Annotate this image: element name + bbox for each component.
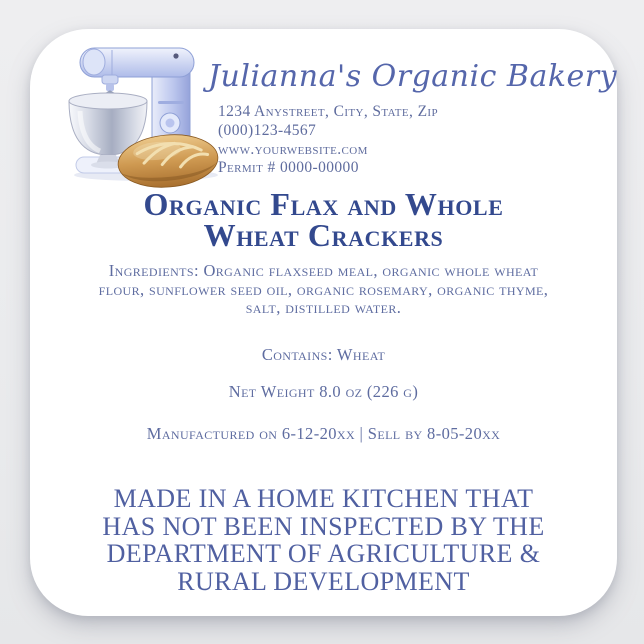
brand-name: Julianna's Organic Bakery <box>208 59 618 94</box>
phone-line: (000)123-4567 <box>218 121 317 139</box>
disclaimer-line: DEPARTMENT OF AGRICULTURE & <box>106 539 541 568</box>
product-title-line: Organic Flax and Whole <box>143 186 504 222</box>
net-weight: Net Weight 8.0 oz (226 g) <box>228 382 419 401</box>
mixer-head-cap <box>83 49 105 75</box>
ingredients-statement <box>30 262 617 318</box>
mixer-vent <box>158 101 184 104</box>
address-line: 1234 Anystreet, City, State, Zip <box>218 103 439 120</box>
ingredients-line: salt, distilled water. <box>245 298 402 318</box>
cottage-food-disclaimer <box>30 485 617 595</box>
disclaimer-line: HAS NOT BEEN INSPECTED BY THE <box>102 511 545 541</box>
ingredients-line: flour, sunflower seed oil, organic rosemary, organic thyme, <box>98 279 549 299</box>
contact-block <box>218 103 438 178</box>
product-title <box>30 186 617 253</box>
website-line: www.yourwebsite.com <box>218 140 368 158</box>
manufacture-sell-by-dates: Manufactured on 6-12-20xx | Sell by 8-05-20xx <box>146 424 501 443</box>
disclaimer-line: MADE IN A HOME KITCHEN THAT <box>113 484 534 513</box>
stand-mixer-bread-illustration <box>60 43 232 191</box>
product-title-line: Wheat Crackers <box>203 217 444 253</box>
mixer-hub <box>102 75 118 84</box>
permit-line: Permit # 0000-00000 <box>218 159 359 177</box>
square-sticker-label <box>30 29 617 616</box>
mixer-screw <box>173 53 178 58</box>
disclaimer-line: RURAL DEVELOPMENT <box>177 566 470 596</box>
allergen-statement: Contains: Wheat <box>261 345 386 364</box>
whisk-collar <box>106 84 114 91</box>
ingredients-line: Ingredients: Organic flaxseed meal, organic whole wheat <box>108 261 539 280</box>
mixer-bowl-rim <box>69 93 147 109</box>
mixer-knob-center <box>166 119 175 128</box>
